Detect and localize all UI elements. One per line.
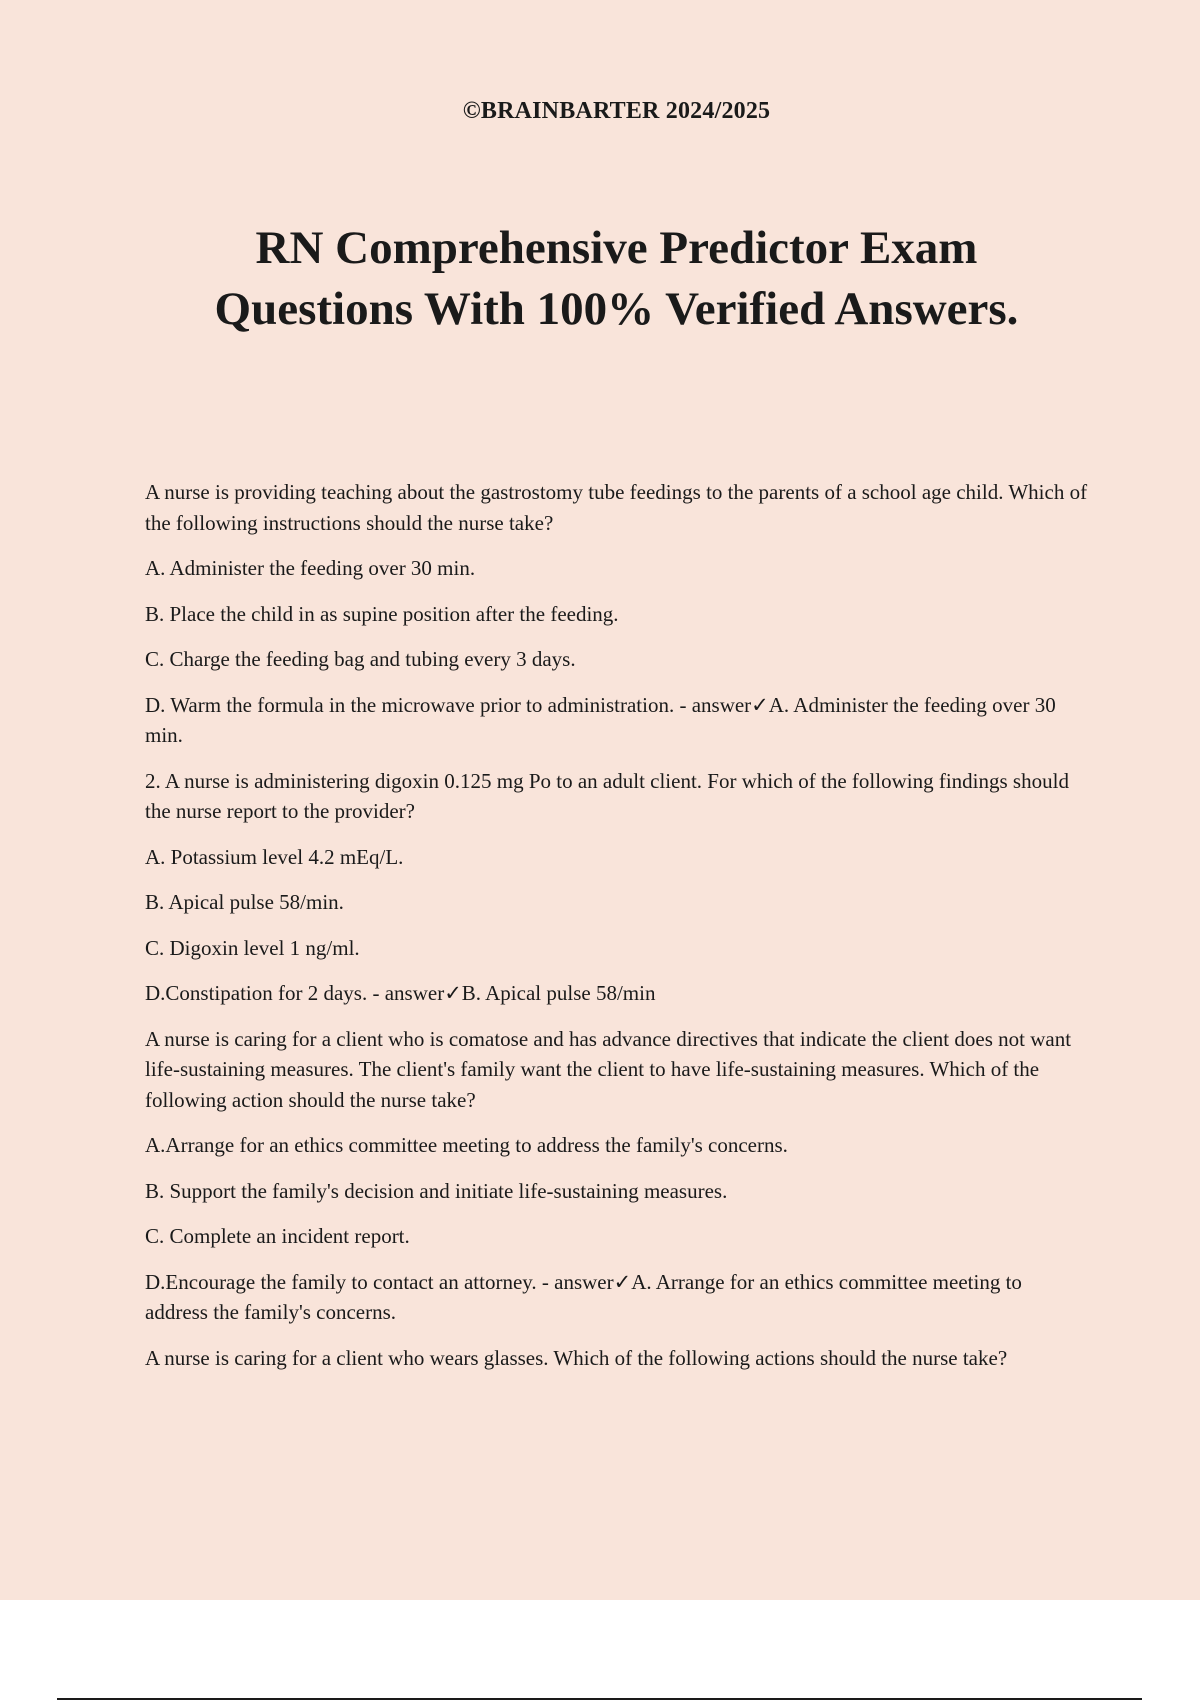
question-content — [145, 477, 1090, 1388]
question-2: 2. A nurse is administering digoxin 0.125 mg Po to an adult client. For which of the following findings should the nurse report to the provider? — [145, 768, 1069, 823]
title-line-2: Questions With 100% Verified Answers. — [214, 283, 1019, 335]
q1-option-c: C. Charge the feeding bag and tubing every 3 days. — [145, 647, 576, 671]
q3-option-d-answer: D.Encourage the family to contact an attorney. - answer✓A. Arrange for an ethics committee meeting to address the family's concerns. — [145, 1269, 1022, 1324]
copyright-header: ©BRAINBARTER 2024/2025 — [462, 98, 771, 124]
q1-option-b: B. Place the child in as supine position after the feeding. — [145, 601, 619, 626]
q3-option-b: B. Support the family's decision and initiate life-sustaining measures. — [145, 1178, 728, 1203]
q1-option-d-answer: D. Warm the formula in the microwave prior to administration. - answer✓A. Administer the feeding over 30 min. — [145, 692, 1056, 747]
document-title — [0, 218, 1200, 340]
q2-option-d-answer: D.Constipation for 2 days. - answer✓B. Apical pulse 58/min — [145, 981, 656, 1005]
title-line-1: RN Comprehensive Predictor Exam — [255, 222, 978, 274]
q2-option-b: B. Apical pulse 58/min. — [145, 890, 344, 914]
question-4: A nurse is caring for a client who wears glasses. Which of the following actions should the nurse take? — [145, 1345, 1008, 1370]
question-1: A nurse is providing teaching about the gastrostomy tube feedings to the parents of a school age child. Which of the following instructions should the nurse take? — [145, 480, 1088, 535]
q2-option-a: A. Potassium level 4.2 mEq/L. — [145, 844, 404, 869]
q1-option-a: A. Administer the feeding over 30 min. — [145, 556, 476, 580]
q3-option-a: A.Arrange for an ethics committee meeting to address the family's concerns. — [145, 1133, 788, 1157]
q2-option-c: C. Digoxin level 1 ng/ml. — [145, 935, 360, 960]
question-3: A nurse is caring for a client who is comatose and has advance directives that indicate the client does not want life-sustaining measures. The client's family want the client to have life-sustaining measures. Which of the following action should the nurse take? — [145, 1026, 1072, 1112]
q3-option-c: C. Complete an incident report. — [145, 1224, 410, 1248]
